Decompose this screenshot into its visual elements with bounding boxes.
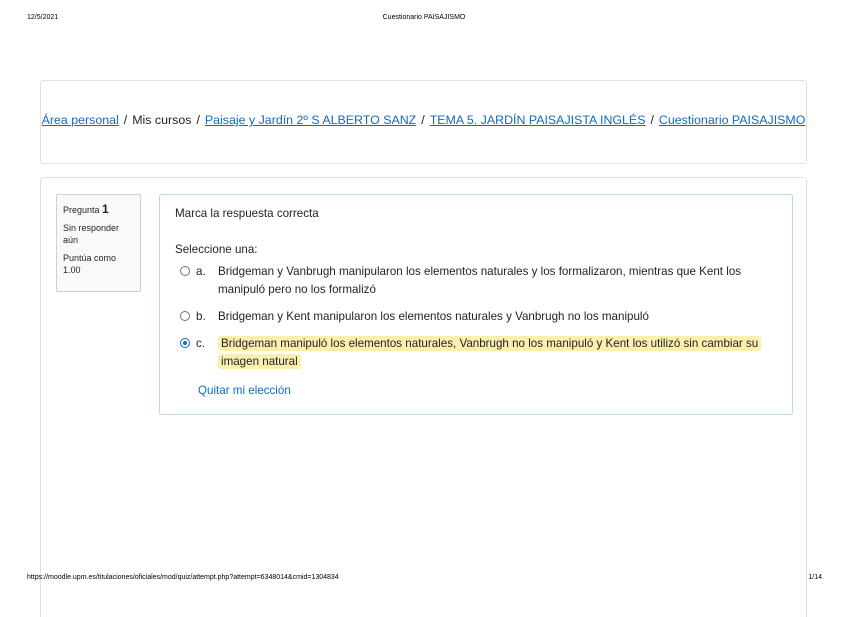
- answer-letter: a.: [196, 265, 206, 278]
- answer-text-highlighted[interactable]: [218, 335, 778, 371]
- answer-letter: b.: [196, 310, 206, 323]
- question-content-box: [159, 194, 793, 415]
- answer-text[interactable]: Bridgeman y Vanbrugh manipularon los elementos naturales y los formalizaron, mientras que Kent los manipuló pero no los formalizó: [218, 265, 742, 296]
- question-grade: Puntúa como 1.00: [63, 253, 117, 275]
- clear-choice-link[interactable]: Quitar mi elección: [198, 384, 291, 397]
- answer-text: Bridgeman manipuló los elementos naturales, Vanbrugh no los manipuló y Kent los utilizó sin cambiar su imagen natural: [218, 336, 761, 369]
- question-info-box: [56, 194, 141, 292]
- radio-c-selected[interactable]: [180, 338, 190, 348]
- breadcrumb-separator: /: [421, 113, 425, 127]
- answer-letter: c.: [196, 337, 206, 350]
- breadcrumb-item-topic[interactable]: TEMA 5. JARDÍN PAISAJISTA INGLÉS: [429, 113, 646, 127]
- question-number-value: 1: [102, 202, 109, 216]
- breadcrumb-item-mis-cursos: Mis cursos: [132, 113, 192, 127]
- breadcrumb-separator: /: [123, 113, 128, 127]
- breadcrumb-item-area-personal[interactable]: Área personal: [41, 113, 119, 127]
- question-number-label: Pregunta: [63, 205, 100, 215]
- breadcrumb-item-course[interactable]: Paisaje y Jardín 2º S ALBERTO SANZ: [204, 113, 417, 127]
- radio-b[interactable]: [180, 311, 190, 321]
- radio-a[interactable]: [180, 266, 190, 276]
- print-url: https://moodle.upm.es/titulaciones/oficiales/mod/quiz/attempt.php?attempt=6348014&cmid=1304834: [27, 574, 339, 581]
- question-text: Marca la respuesta correcta: [175, 207, 319, 220]
- breadcrumb: [41, 113, 806, 127]
- question-status: Sin responder aún: [63, 223, 120, 245]
- answer-prompt: Seleccione una:: [175, 243, 258, 256]
- breadcrumb-separator: /: [650, 113, 654, 127]
- breadcrumb-item-quiz[interactable]: Cuestionario PAISAJISMO: [658, 113, 806, 127]
- question-number: [63, 203, 134, 216]
- answer-text[interactable]: Bridgeman y Kent manipularon los elementos naturales y Vanbrugh no los manipuló: [218, 310, 649, 323]
- print-title: Cuestionario PAISAJISMO: [382, 14, 466, 21]
- breadcrumb-card: [40, 80, 807, 164]
- print-page-count: 1/14: [808, 574, 822, 581]
- breadcrumb-separator: /: [196, 113, 200, 127]
- print-date: 12/5/2021: [27, 14, 59, 21]
